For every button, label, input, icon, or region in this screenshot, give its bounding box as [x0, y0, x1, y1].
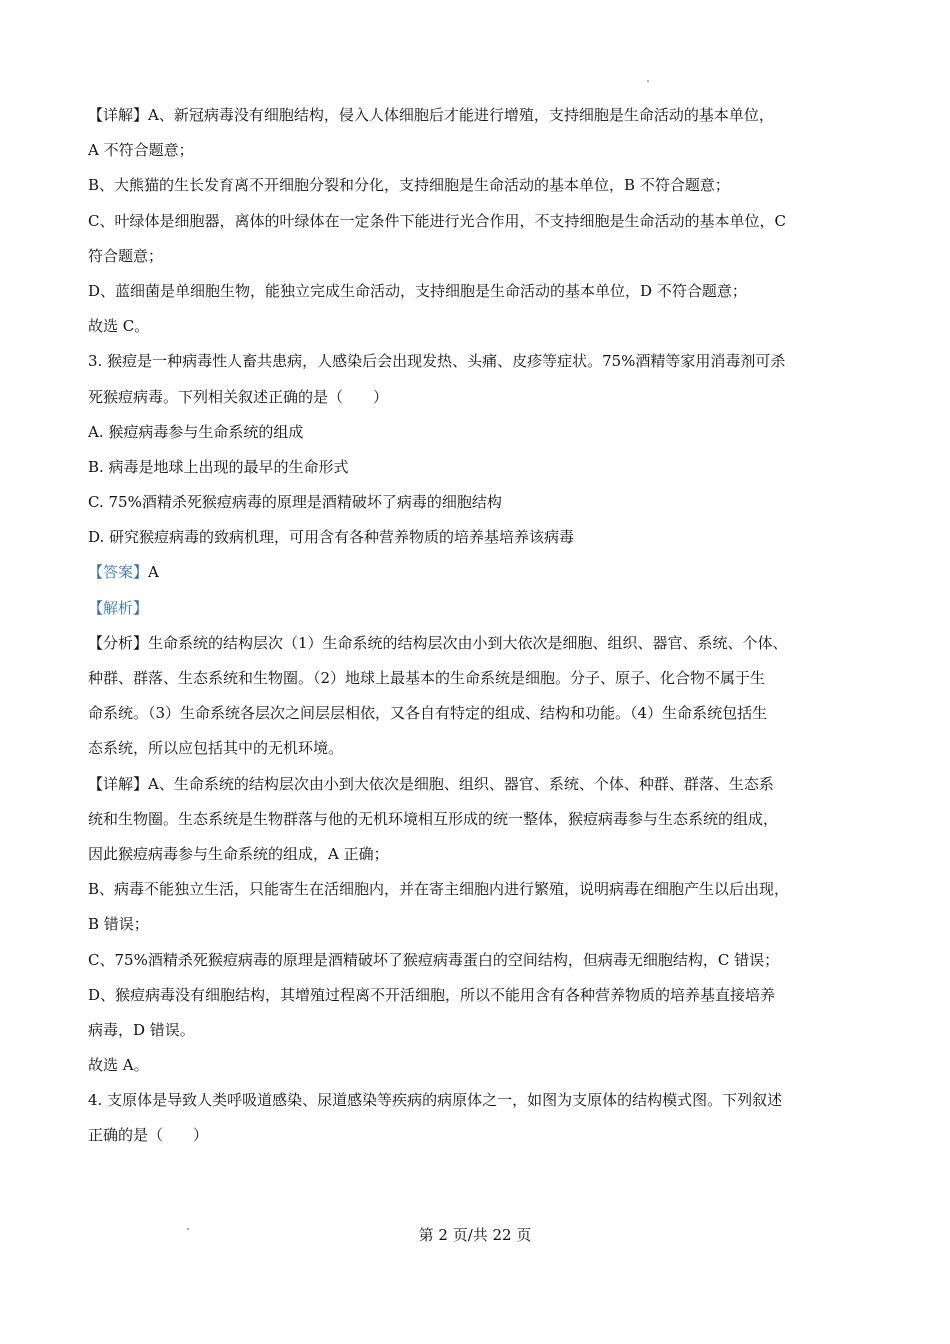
text-line: 命系统。（3）生命系统各层次之间层层相依，又各自有特定的组成、结构和功能。（4）生命系统包括生	[88, 704, 768, 723]
analysis-heading	[88, 591, 863, 626]
page-number: 第 2 页/共 22 页	[418, 1226, 532, 1244]
text-line: 病毒，D 错误。	[88, 1020, 195, 1039]
text-line: B、大熊猫的生长发育离不开细胞分裂和分化，支持细胞是生命活动的基本单位，B 不符合题意；	[88, 176, 730, 195]
answer-label: 【答案】	[88, 563, 149, 582]
question-stem: 4. 支原体是导致人类呼吸道感染、尿道感染等疾病的病原体之一，如图为支原体的结构模式图。下列叙述	[88, 1091, 783, 1110]
text-line: 【详解】A、生命系统的结构层次由小到大依次是细胞、组织、器官、系统、个体、种群、群落、生态系	[88, 774, 774, 793]
text-line: A 不符合题意；	[88, 141, 194, 160]
text-line: 【分析】生命系统的结构层次（1）生命系统的结构层次由小到大依次是细胞、组织、器官、系统、个体、	[88, 633, 788, 652]
option-d: D. 研究猴痘病毒的致病机理，可用含有各种营养物质的培养基培养该病毒	[88, 528, 575, 547]
text-line: B 错误；	[88, 915, 149, 934]
text-line: 故选 A。	[88, 1056, 149, 1075]
text-line: B、病毒不能独立生活，只能寄生在活细胞内，并在寄主细胞内进行繁殖，说明病毒在细胞产生以后出现，	[88, 880, 790, 899]
option-a: A. 猴痘病毒参与生命系统的组成	[88, 422, 304, 441]
text-line: 种群、群落、生态系统和生物圈。（2）地球上最基本的生命系统是细胞。分子、原子、化合物不属于生	[88, 669, 766, 687]
option-b: B. 病毒是地球上出现的最早的生命形式	[88, 457, 349, 476]
text-line: C、75%酒精杀死猴痘病毒的原理是酒精破坏了猴痘病毒蛋白的空间结构，但病毒无细胞结构，C 错误；	[88, 950, 780, 969]
question-stem: 3. 猴痘是一种病毒性人畜共患病，人感染后会出现发热、头痛、皮疹等症状。75%酒精等家用消毒剂可杀	[88, 352, 786, 371]
text-line: 态系统，所以应包括其中的无机环境。	[88, 739, 344, 758]
answer-value: A	[148, 563, 159, 582]
text-line: 【详解】A、新冠病毒没有细胞结构，侵入人体细胞后才能进行增殖，支持细胞是生命活动的基本单位，	[88, 106, 774, 124]
answer-line	[88, 555, 863, 590]
text-line: D、猴痘病毒没有细胞结构，其增殖过程离不开活细胞，所以不能用含有各种营养物质的培养基直接培养	[88, 985, 776, 1004]
corner-mark-top	[647, 80, 649, 82]
text-line: C、叶绿体是细胞器，离体的叶绿体在一定条件下能进行光合作用，不支持细胞是生命活动的基本单位，C	[88, 211, 786, 230]
page-content	[88, 98, 863, 1154]
text-line: 统和生物圈。生态系统是生物群落与他的无机环境相互形成的统一整体，猴痘病毒参与生态系统的组成，	[88, 809, 779, 828]
option-c: C. 75%酒精杀死猴痘病毒的原理是酒精破坏了病毒的细胞结构	[88, 493, 502, 512]
analysis-label: 【解析】	[88, 598, 149, 617]
text-line: 因此猴痘病毒参与生命系统的组成，A 正确；	[88, 844, 389, 863]
text-line: D、蓝细菌是单细胞生物，能独立完成生命活动，支持细胞是生命活动的基本单位，D 不符合题意；	[88, 281, 747, 300]
page-footer	[0, 1224, 950, 1246]
text-line: 故选 C。	[88, 317, 150, 336]
question-stem: 死猴痘病毒。下列相关叙述正确的是（ ）	[88, 387, 389, 406]
text-line: 符合题意；	[88, 246, 164, 265]
question-stem: 正确的是（ ）	[88, 1126, 209, 1145]
